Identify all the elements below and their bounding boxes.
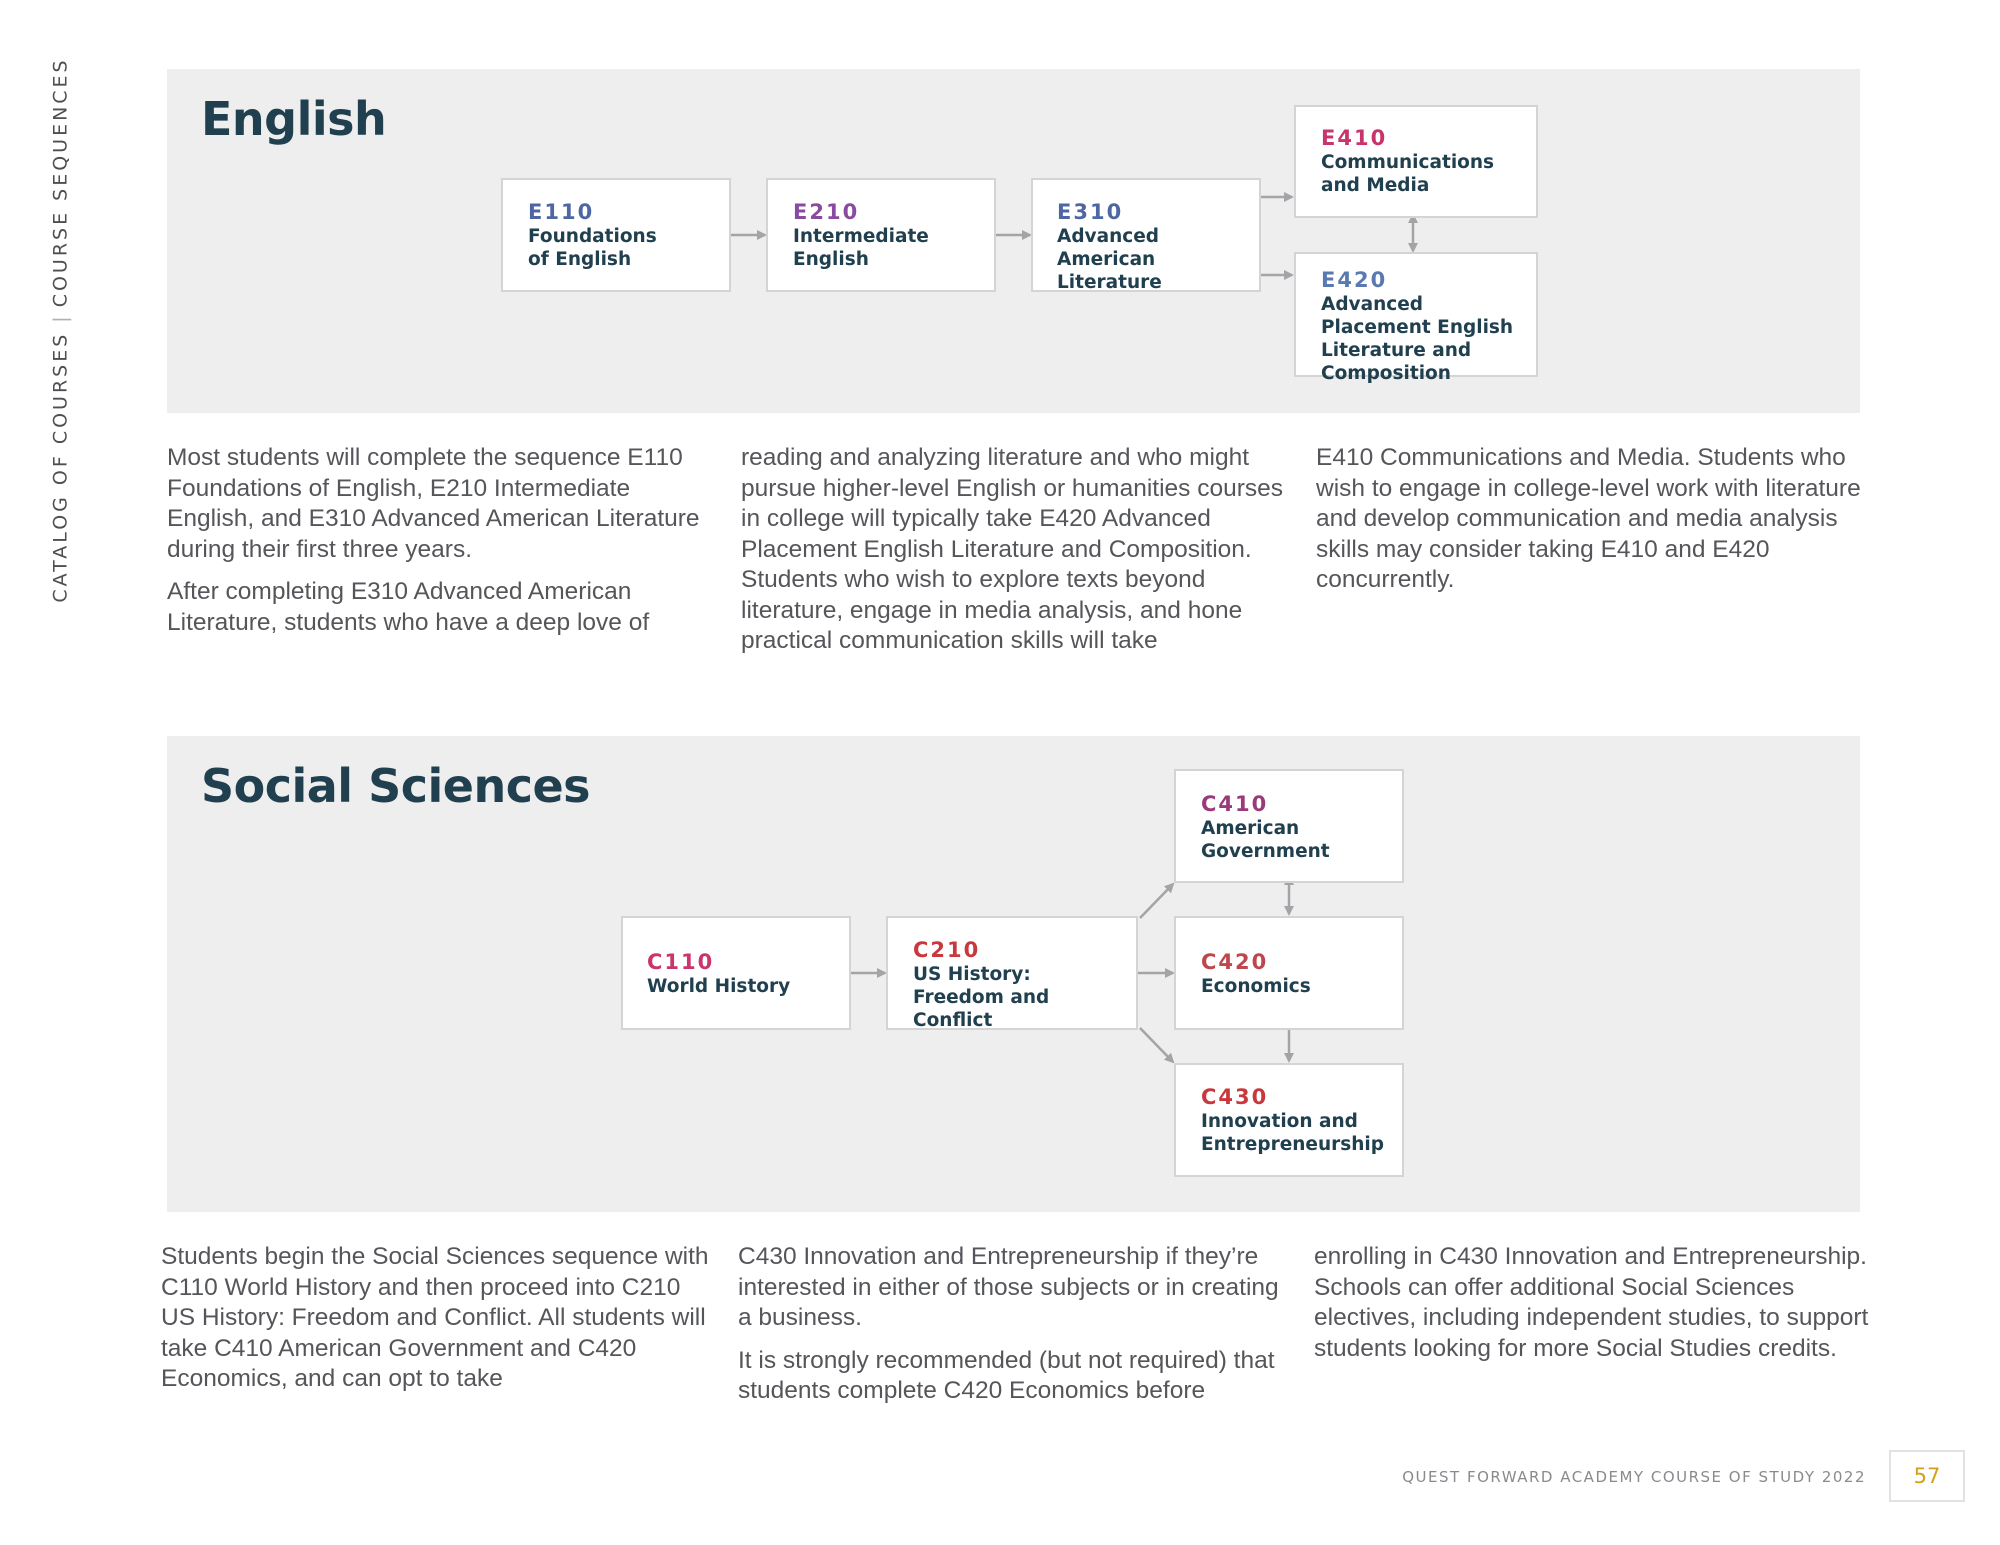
course-card-c210 [886,916,1138,1030]
course-card-c110 [621,916,851,1030]
course-card-e210 [766,178,996,292]
course-code: E210 [793,200,860,224]
course-name: Innovation and Entrepreneurship [1201,1111,1385,1155]
course-code: E420 [1321,268,1388,292]
course-code: C410 [1201,792,1269,816]
paragraph: It is strongly recommended (but not required) that students complete C420 Economics before [738,1346,1275,1404]
course-name: World History [647,976,791,997]
page-number-value: 57 [1913,1464,1941,1488]
arrow-c210-c410 [1140,884,1173,918]
course-name: Advanced Placement English Literature and Composition [1321,294,1514,384]
paragraph: reading and analyzing literature and who might pursue higher-level English or humanities courses in college will typically take E420 Advanced Placement English Literature and Composition. Students who wish to explore texts beyond literature, engage in media analysis, and hone practical communication skills will take [741,444,1284,654]
footer-publication-title: QUEST FORWARD ACADEMY COURSE OF STUDY 2022 [1402,1468,1866,1486]
social-sciences-text-col-1 [161,1242,721,1407]
side-label-separator: | [50,315,73,323]
side-label-sequences: COURSE SEQUENCES [50,56,73,307]
social-sciences-title: Social Sciences [201,759,591,813]
course-code: E310 [1057,200,1124,224]
course-name: US History: Freedom and Conflict [913,964,1050,1031]
course-code: C110 [647,950,715,974]
course-name: American Government [1201,818,1330,862]
course-name: Communications and Media [1321,152,1495,196]
social-sciences-panel [167,736,1860,1212]
arrow-c210-c430 [1140,1028,1173,1062]
paragraph: E410 Communications and Media. Students who wish to engage in college-level work with literature and develop communication and media analysis skills may consider taking E410 and E420 concurrently. [1316,444,1861,593]
side-label [43,56,79,603]
course-code: C420 [1201,950,1269,974]
course-card-c430 [1174,1063,1404,1177]
paragraph: After completing E310 Advanced American Literature, students who have a deep love of [167,578,650,636]
paragraph: Most students will complete the sequence E110 Foundations of English, E210 Intermediate English, and E310 Advanced American Literature during their first three years. [167,444,700,563]
social-sciences-text-col-3 [1314,1242,1889,1376]
english-text-col-2 [741,443,1286,669]
course-code: C430 [1201,1085,1269,1109]
course-card-e110 [501,178,731,292]
english-panel [167,69,1860,413]
english-text-col-1 [167,443,712,650]
paragraph: enrolling in C430 Innovation and Entrepreneurship. Schools can offer additional Social Sciences electives, including independent studies, to support students looking for more Social Studies credits. [1314,1243,1869,1362]
course-card-c420 [1174,916,1404,1030]
course-card-e420 [1294,252,1538,384]
paragraph: Students begin the Social Sciences sequence with C110 World History and then proceed into C210 US History: Freedom and Conflict. All students will take C410 American Government and C420 Economics, and can opt to take [161,1243,709,1392]
side-label-catalog: CATALOG OF COURSES [50,331,73,603]
english-text-col-3 [1316,443,1861,608]
page-number [1889,1450,1965,1502]
english-title: English [201,92,387,146]
course-card-e310 [1031,178,1261,292]
course-code: E410 [1321,126,1388,150]
course-name: Advanced American Literature [1057,226,1162,293]
course-card-c410 [1174,769,1404,883]
paragraph: C430 Innovation and Entrepreneurship if they’re interested in either of those subjects or in creating a business. [738,1243,1279,1331]
course-code: C210 [913,938,981,962]
course-card-e410 [1294,105,1538,218]
course-name: Foundations of English [528,226,657,270]
course-name: Economics [1201,976,1311,997]
course-code: E110 [528,200,595,224]
social-sciences-text-col-2 [738,1242,1293,1419]
course-name: Intermediate English [793,226,929,270]
english-arrows [167,69,1860,413]
